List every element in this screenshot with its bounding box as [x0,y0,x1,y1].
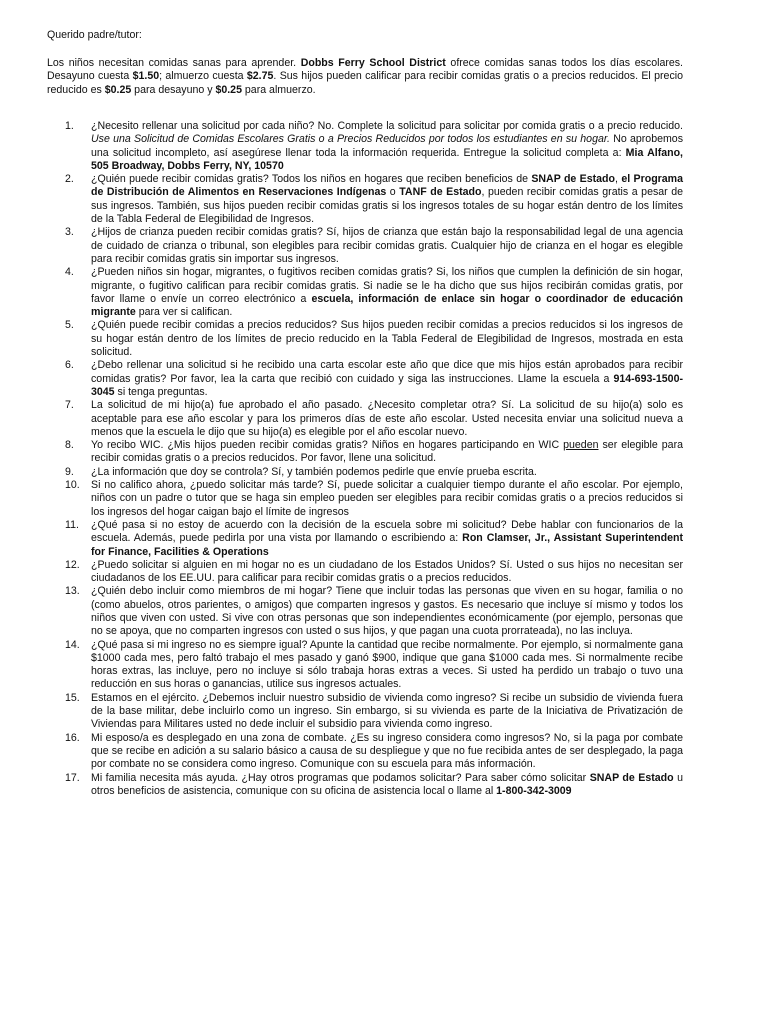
faq-item-number: 11. [65,518,79,531]
faq-item [47,226,683,266]
bold-text: escuela, información de enlace sin hogar o coordinador de educación migrante [91,292,684,319]
text-run: , [615,173,622,186]
faq-item-number: 16. [65,731,80,744]
faq-item-number: 13. [65,585,80,598]
text-run: Si no califico ahora, ¿puedo solicitar más tarde? Sí, puede solicitar a cualquier tiempo durante el año escolar. Por ejemplo, niños con un padre o tutor que se haga sin empleo pueden ser elegibles para recibir comidas gratis o a precios reducidos si los ingresos del hogar caigan bajo el límite de ingresos [91,479,683,518]
text-run: o [386,186,400,199]
text-run: ¿Pueden niños sin hogar, migrantes, o fugitivos reciben comidas gratis? Si, los niños que cumplen la definición de sin hogar, migrante, o fugitivo califican para recibir comidas gratis. Si nadie se le ha dicho que sus hijos recibirán comidas gratis, por favor llame o envíe un correo electrónico a [91,266,683,305]
faq-item [47,692,683,732]
text-run: ¿Qué pasa si mi ingreso no es siempre igual? Apunte la cantidad que recibe normalmente. Por ejemplo, si normalmente gana $1000 cada mes, pero faltó trabajo el mes pasado y ganó $900, indique que gana $1000 cada mes. Si normalmente recibe horas extras, las incluye, pero no incluye si sólo trabaja horas extras a veces. Si usted ha perdido un trabajo o tuvo una reducción en sus horas o ganancias, utilice sus ingresos actuales. [91,638,683,691]
text-run: ; almuerzo cuesta [159,70,247,83]
text-run: ¿Quién puede recibir comidas gratis? Todos los niños en hogares que reciben beneficios de [91,173,532,186]
bold-text: TANF de Estado [399,186,482,199]
intro-paragraph [47,57,683,97]
bold-text: Dobbs Ferry School District [300,57,446,69]
text-run: . Sus hijos pueden calificar para recibir comidas gratis o a precios reducidos. El precio reducido es [47,70,683,96]
bold-text: Ron Clamser, Jr., Assistant Superintendent for Finance, Facilities & Operations [91,532,683,558]
faq-item-text [91,519,683,558]
faq-item-number: 6. [65,359,74,372]
faq-item-text [91,692,683,731]
text-run: ¿Qué pasa si no estoy de acuerdo con la decisión de la escuela sobre mi solicitud? Debe hablar con funcionarios de la escuela. Además, puede pedirla por una vista por llamando o escribiendo a: [91,518,683,545]
faq-item [47,439,683,466]
faq-item-number: 15. [65,691,80,704]
faq-item-number: 17. [65,771,80,784]
text-run: ¿La información que doy se controla? Sí, y también podemos pedirle que envíe prueba escrita. [91,465,537,478]
faq-item-number: 3. [65,226,74,239]
text-run: La solicitud de mi hijo(a) fue aprobado el año pasado. ¿Necesito completar otra? Sí. La solicitud de su hijo(a) solo es aceptable para ese año escolar y para los primeros días de este año escolar. Usted necesita enviar una solicitud nueva a menos que la escuela le dijo que su hijo(a) es elegible por el año escolar nuevo. [91,399,683,438]
text-run: ¿Quién puede recibir comidas a precios reducidos? Sus hijos pueden recibir comidas a precios reducidos si los ingresos de su hogar están dentro de los límites de precio reducido en la Tabla Federal de Elegibilidad de Ingresos, mostrada en esta solicitud. [91,319,683,359]
text-run: ¿Puedo solicitar si alguien en mi hogar no es un ciudadano de los Estados Unidos? Sí. Usted o sus hijos no necesitan ser ciudadanos de los EE.UU. para calificar para recibir comidas gratis o a precios reducidos. [91,558,683,585]
text-run: , pueden recibir comidas gratis a pesar de sus ingresos. También, sus hijos pueden recibir comidas gratis si los ingresos totales de su hogar están dentro de los límites de la Tabla Federal de Elegibilidad de Ingresos. [91,186,684,226]
faq-item [47,639,683,692]
faq-item-text [91,359,683,398]
bold-text: Mia Alfano, 505 Broadway, Dobbs Ferry, NY, 10570 [91,146,683,172]
faq-item-text [91,559,683,584]
text-run: No aprobemos una solicitud incompleto, así asegúrese llenar toda la información requerida. Entregue la solicitud completa a: [91,133,683,159]
bold-text: 914-693-1500-3045 [91,372,683,398]
text-run: Yo recibo WIC. ¿Mis hijos pueden recibir comidas gratis? Niños en hogares participando en WIC [91,439,564,452]
text-run: ser elegible para recibir comidas gratis o a precios reducidos. Por favor, llene una solicitud. [91,439,683,465]
bold-text: el Programa de Distribución de Alimentos en Reservaciones Indígenas [91,173,683,199]
text-run: ofrece comidas sanas todos los días escolares. Desayuno cuesta [47,57,683,83]
faq-item-text [91,466,537,478]
text-run: Estamos en el ejército. ¿Debemos incluir nuestro subsidio de vivienda como ingreso? Si recibe un subsidio de vivienda fuera de la base militar, debe incluirlo como un ingreso. Sin embargo, si su vivienda es parte de la Iniciativa de Privatización de Viviendas para Militares usted no dede incluir el subsidio para vivienda como ingreso. [91,691,683,731]
bold-text: $1.50 [132,70,160,83]
faq-item-number: 5. [65,319,74,332]
text-run: ¿Quién debo incluir como miembros de mi hogar? Tiene que incluir todas las personas que viven en su hogar, familia o no (como abuelos, otros parientes, o amigos) que comparten ingresos y gastos. Es necesario que incluye sí mismo y todos los niños que viven con usted. Si vive con otras personas que son independientes económicamente (por ejemplo, personas que no se apoya, que no comparten ingresos con usted o sus hijos, y que pagan una cuota prorrateada), no las incluya. [91,585,683,638]
bold-text: SNAP de Estado [531,173,616,186]
bold-text: 1-800-342-3009 [496,784,572,797]
faq-item [47,266,683,319]
text-run: ¿Debo rellenar una solicitud si he recibido una carta escolar este año que dice que mis hijos están aprobados para recibir comidas gratis? Por favor, lea la carta que recibió con cuidado y siga las instrucciones. Llame la escuela a [91,359,683,385]
text-run: Mi familia necesita más ayuda. ¿Hay otros programas que podamos solicitar? Para saber cómo solicitar [91,771,590,784]
faq-item-number: 10. [65,479,80,492]
bold-text: $0.25 [104,83,132,96]
faq-item [47,319,683,359]
faq-item-text [91,732,683,771]
text-run: u otros beneficios de asistencia, comunique con su oficina de asistencia local o llame al [91,771,684,797]
bold-text: $0.25 [215,83,242,96]
faq-item [47,559,683,586]
italic-text: Use una Solicitud de Comidas Escolares Gratis o a Precios Reducidos por todos los estudiantes en su hogar. [91,133,610,146]
faq-item-number: 14. [65,638,80,651]
faq-item-text [91,319,683,358]
faq-item-text [91,439,683,464]
faq-item [47,772,683,799]
faq-item-text [91,120,683,172]
greeting: Querido padre/tutor: [47,29,142,41]
faq-item [47,359,683,399]
faq-item [47,466,683,479]
faq-item-number: 4. [65,266,74,279]
faq-item-text [91,399,683,438]
faq-item [47,585,683,638]
bold-text: $2.75 [246,70,274,83]
text-run: para almuerzo. [241,83,316,96]
faq-list [47,120,683,798]
faq-item [47,173,683,226]
faq-item-text [91,266,683,318]
text-run: si tenga preguntas. [114,385,208,398]
faq-item [47,479,683,519]
text-run: ¿Hijos de crianza pueden recibir comidas gratis? Sí, hijos de crianza que están bajo la responsabilidad legal de una agencia de cuidado de crianza o tribunal, son elegibles para recibir comidas gratis. Cualquier hijo de crianza en el hogar es elegible para recibir comidas gratis sin importar sus ingresos. [91,226,683,265]
faq-item-text [91,226,683,265]
faq-item [47,399,683,439]
text-run: para desayuno y [131,83,216,96]
faq-item-number: 9. [65,465,74,478]
faq-item-number: 8. [65,439,74,452]
faq-item-text [91,479,683,518]
faq-item [47,519,683,559]
faq-item-text [91,585,683,637]
faq-item-text [91,173,683,225]
bold-text: SNAP de Estado [589,771,674,784]
faq-item-number: 12. [65,558,80,571]
faq-item-number: 1. [65,120,74,132]
text-run: Mi esposo/a es desplegado en una zona de combate. ¿Es su ingreso considera como ingresos? No, si la paga por combate que se recibe en adición a su salario básico a causa de su despliegue y que no fue recibida antes de ser desplegado, la paga por combate no se considera como ingreso. Comunique con su escuela para más información. [91,731,683,771]
text-run: Los niños necesitan comidas sanas para aprender. [47,57,301,69]
faq-item-number: 2. [65,173,74,186]
faq-item-text [91,772,683,797]
text-run: para ver si califican. [135,306,233,319]
faq-item [47,120,683,173]
faq-item-number: 7. [65,399,74,412]
faq-item [47,732,683,772]
underlined-text: pueden [563,439,599,452]
faq-item-text [91,639,683,691]
text-run: ¿Necesito rellenar una solicitud por cada niño? No. Complete la solicitud para solicitar por comida gratis o a precio reducido. [91,120,683,132]
